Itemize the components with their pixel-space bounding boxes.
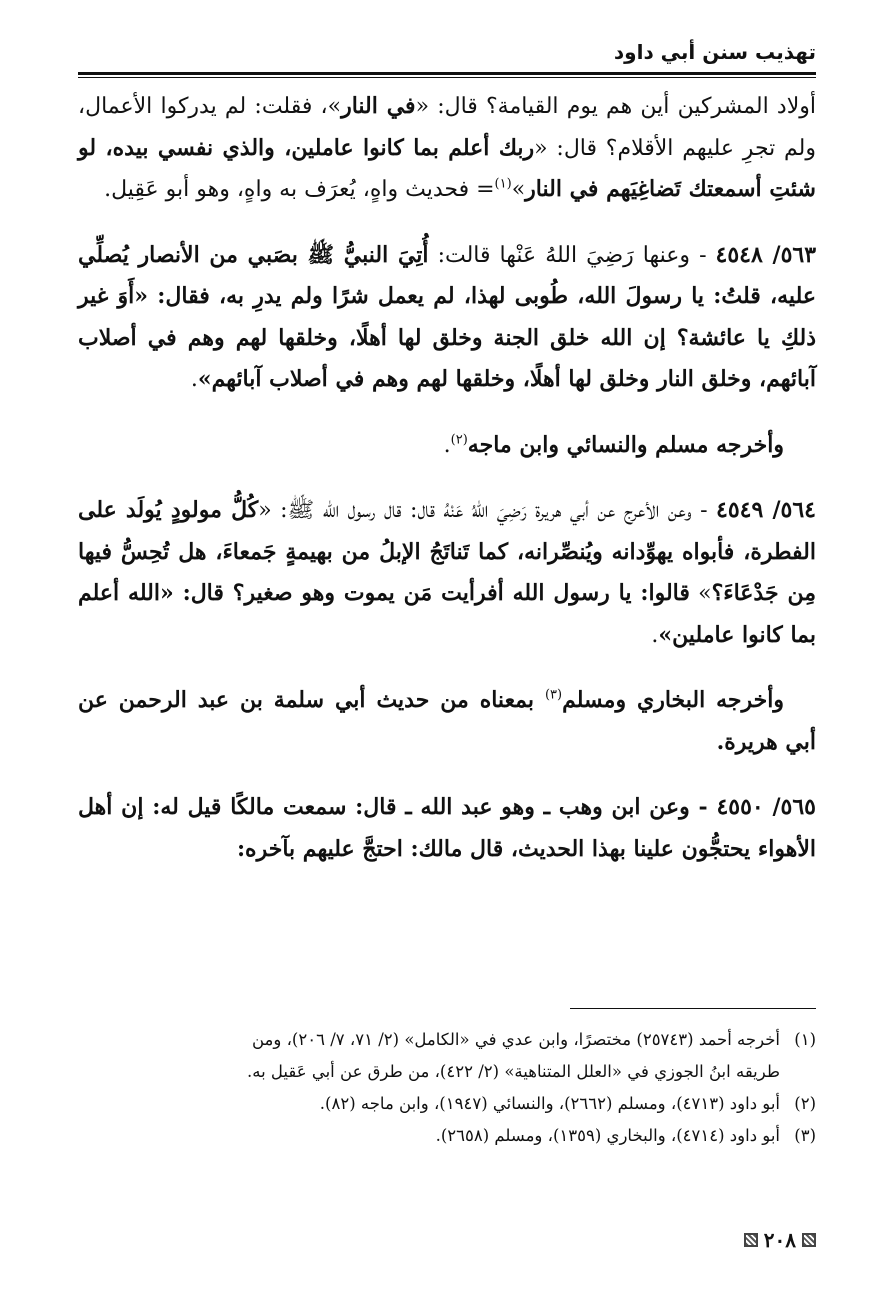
text-segment: أُتِيَ النبيُّ ﷺ بصَبي من الأنصار يُصلِّي عليه، قلتُ: يا رسولَ الله، طُوبى لهذا، لم يعمل شرًا ولم يدرِ به، فقال: «أَوَ غير ذلكِ يا عائشة؟ إن الله خلق الجنة وخلق لها أهلًا، وخلقها لهم وهم في أصلاب آبائهم، وخلق النار وخلق لها أهلًا، وخلقها لهم وهم في أصلاب آبائهم»: [78, 241, 816, 392]
text-segment: أولاد المشركين أين هم يوم القيامة؟ قال: «: [415, 94, 816, 119]
hadith-number: ٥٦٥/ ٤٥٥٠: [716, 794, 816, 820]
footnote: [78, 1024, 816, 1056]
paragraph: [78, 787, 816, 870]
footnote-number: (١): [794, 1030, 816, 1049]
ornament-icon: [802, 1233, 816, 1247]
footnote-ref: (٣): [544, 687, 563, 703]
hadith-number: ٥٦٤/ ٤٥٤٩: [716, 497, 816, 523]
footnote-text: أبو داود (٤٧١٤)، والبخاري (١٣٥٩)، ومسلم (٢٦٥٨).: [435, 1126, 780, 1145]
text-segment: - وعنها رَضِيَ اللهُ عَنْها قالت:: [428, 242, 716, 268]
text-segment: بمعناه من حديث أبي سلمة بن عبد الرحمن عن أبي هريرة.: [78, 687, 816, 755]
footnote: [78, 1088, 816, 1120]
text-segment: = فحديث واهٍ، يُعرَف به واهٍ، وهو أبو عَقِيل.: [104, 177, 495, 202]
paragraph: [78, 86, 816, 211]
footnote-separator: [570, 1008, 816, 1009]
text-segment: »: [689, 581, 712, 606]
header-rule-thin: [78, 77, 816, 78]
footnote-number: (٢): [794, 1094, 816, 1113]
text-segment: - وعن الأعرج عن أبي هريرة رَضِيَ اللهُ عَنْهُ قال: قال رسول الله ﷺ: «: [258, 498, 717, 523]
text-segment: في النار: [341, 93, 416, 119]
footnote-text: أبو داود (٤٧١٣)، ومسلم (٢٦٦٢)، والنسائي (١٩٤٧)، وابن ماجه (٨٢).: [319, 1094, 780, 1113]
text-segment: قالوا: يا رسول الله أفرأيت مَن يموت وهو صغير؟ قال: «الله أعلم بما كانوا عاملين»: [78, 580, 816, 648]
footnote: [78, 1120, 816, 1152]
hadith-number: ٥٦٣/ ٤٥٤٨: [715, 241, 817, 268]
text-segment: .: [651, 622, 659, 648]
page-footer: [744, 1228, 816, 1252]
text-segment: - وعن ابن وهب ـ وهو عبد الله ـ قال: سمعت مالكًا قيل له: إن أهل الأهواء يحتجُّون علينا بهذا الحديث، قال مالك: احتجَّ عليهم بآخره:: [78, 794, 816, 862]
text-segment: »، فقلت: لم يدركوا الأعمال، ولم تجرِ عليهم الأقلام؟ قال: «: [78, 94, 817, 161]
text-segment: وأخرجه مسلم والنسائي وابن ماجه: [467, 431, 784, 458]
main-text: [78, 86, 816, 894]
footnote-ref: (١): [494, 176, 512, 192]
ornament-icon: [744, 1233, 758, 1247]
text-segment: وأخرجه البخاري ومسلم: [562, 687, 784, 713]
running-title: تهذيب سنن أبي داود: [613, 40, 816, 64]
paragraph: [78, 680, 816, 763]
footnotes: [78, 1024, 816, 1152]
paragraph: [78, 425, 816, 467]
text-segment: كُلُّ مولودٍ يُولَد على الفطرة، فأبواه يهوِّدانه ويُنصِّرانه، كما تَناتَجُ الإبلُ من بهيمةٍ جَمعاءَ، هل تُحِسُّ فيها مِن جَدْعَاءَ؟: [78, 497, 816, 606]
footnote-ref: (٢): [450, 432, 468, 448]
text-segment: .: [190, 367, 198, 392]
footnote-number: (٣): [794, 1126, 816, 1145]
footnote-text: أخرجه أحمد (٢٥٧٤٣) مختصرًا، وابن عدي في «الكامل» (٢/ ٧١، ٧/ ٢٠٦)، ومن: [251, 1030, 780, 1049]
page-number: ٢٠٨: [763, 1228, 796, 1252]
text-segment: .: [443, 432, 451, 458]
header-rule: [78, 72, 816, 75]
paragraph: [78, 490, 816, 656]
paragraph: [78, 235, 816, 401]
text-segment: ربك أعلم بما كانوا عاملين، والذي نفسي بيده، لو شئتِ أسمعتك تَضاغِيَهم في النار: [78, 134, 816, 202]
footnote-text: طريقه ابنُ الجوزي في «العلل المتناهية» (٢/ ٤٢٢)، من طرق عن أبي عَقيل به.: [247, 1062, 780, 1081]
text-segment: »: [511, 177, 526, 202]
